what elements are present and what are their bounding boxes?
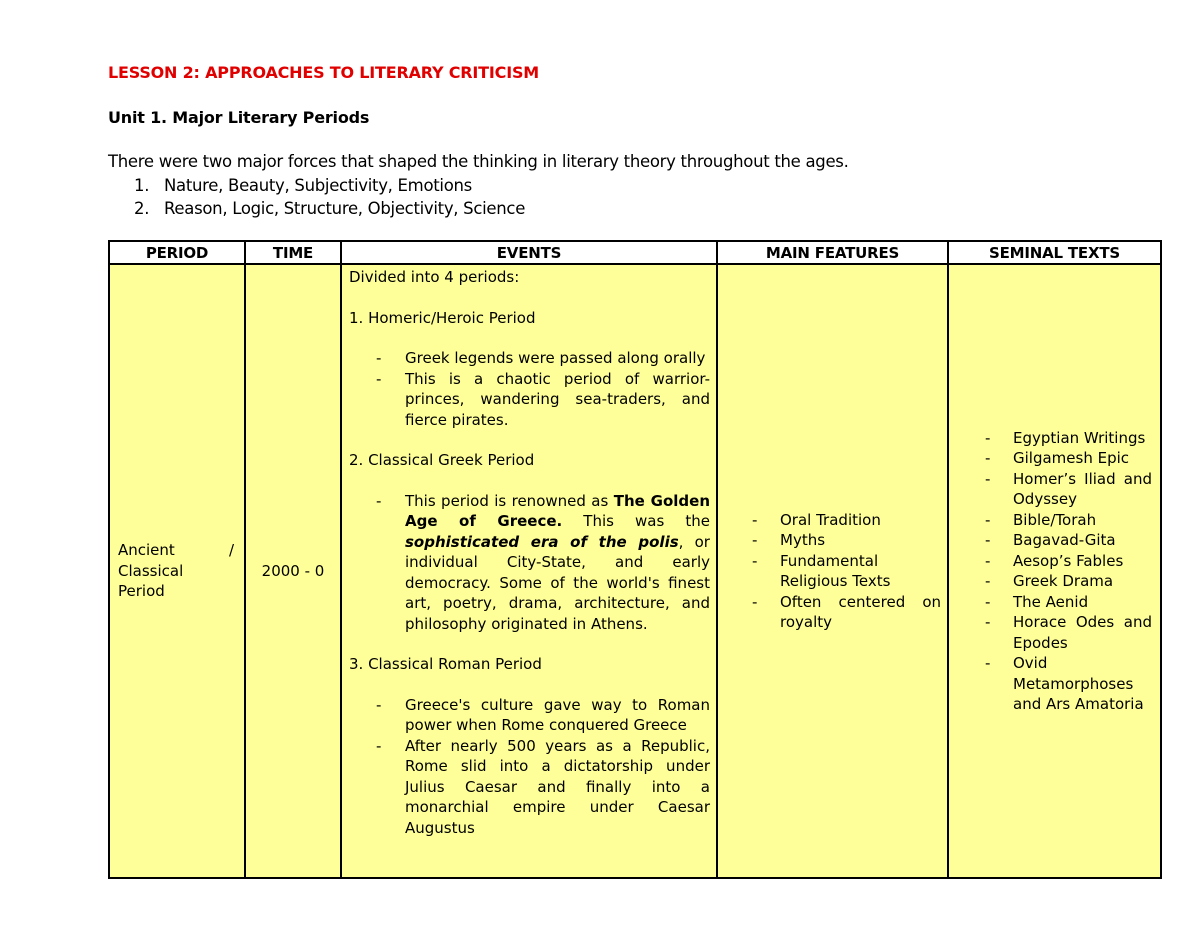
seminal-text: Homer’s Iliad and Odyssey [1013, 469, 1152, 508]
seminal-text: Gilgamesh Epic [1013, 449, 1130, 467]
golden-age-text: The Golden Age of Greece. [405, 491, 711, 530]
literary-periods-table [108, 240, 1162, 879]
seminal-text: Egyptian Writings [1013, 428, 1146, 447]
dash-bullet: - [376, 369, 382, 388]
event-list [349, 695, 710, 839]
seminal-text: Horace Odes and Epodes [1013, 613, 1152, 652]
list-item [349, 695, 710, 736]
seminal-text: Ovid Metamorphoses and Ars Amatoria [1013, 654, 1144, 713]
list-item [748, 551, 941, 592]
list-item [349, 736, 710, 839]
lesson-title: LESSON 2: APPROACHES TO LITERARY CRITICISM [108, 63, 539, 82]
list-number: 2. [134, 199, 150, 218]
list-item [981, 428, 1152, 449]
dash-bullet: - [985, 531, 991, 549]
event-text: Greek legends were passed along orally [405, 349, 706, 367]
seminal-text: Bagavad-Gita [1013, 531, 1116, 549]
seminal-texts-cell [948, 264, 1161, 878]
list-item [748, 530, 941, 551]
list-item [981, 510, 1152, 531]
period-text: Classical [118, 561, 184, 580]
feature-text: Oral Tradition [780, 510, 881, 529]
feature-text: Fundamental Religious Texts [780, 551, 891, 590]
seminal-text: Greek Drama [1013, 572, 1114, 590]
events-cell [341, 264, 717, 878]
unit-title: Unit 1. Major Literary Periods [108, 108, 370, 127]
list-item [134, 197, 525, 220]
list-item-text: Nature, Beauty, Subjectivity, Emotions [164, 176, 472, 195]
dash-bullet: - [985, 428, 991, 447]
dash-bullet: - [985, 572, 991, 590]
list-item [981, 592, 1152, 613]
dash-bullet: - [985, 613, 991, 631]
list-item [349, 369, 710, 431]
seminal-texts-list [981, 428, 1152, 715]
dash-bullet: - [376, 349, 382, 367]
event-list [349, 348, 710, 430]
dash-bullet: - [985, 469, 991, 488]
dash-bullet: - [985, 654, 991, 672]
list-item [981, 653, 1152, 715]
dash-bullet: - [376, 736, 382, 755]
main-features-cell [717, 264, 948, 878]
event-text: This was the [562, 512, 710, 530]
header-events: EVENTS [341, 241, 717, 264]
features-list [748, 510, 941, 633]
period-heading: 2. Classical Greek Period [349, 451, 535, 469]
event-text: This period is renowned as [405, 491, 614, 510]
list-item [981, 530, 1152, 551]
seminal-text: Bible/Torah [1013, 510, 1097, 529]
period-text: Period [118, 582, 165, 601]
intro-text: There were two major forces that shaped the thinking in literary theory throughout the ages. [108, 152, 849, 171]
event-text: After nearly 500 years as a Republic, Rome slid into a dictatorship under Julius Caesar and finally into a monarchial empire under Caesar Augustus [405, 736, 710, 837]
list-item [981, 551, 1152, 572]
feature-text: Myths [780, 531, 826, 549]
list-item [349, 348, 710, 369]
time-cell: 2000 - 0 [245, 264, 341, 878]
dash-bullet: - [752, 551, 758, 570]
list-item [981, 571, 1152, 592]
event-text: Greece's culture gave way to Roman power when Rome conquered Greece [405, 695, 710, 734]
event-text: , or individual City-State, and early democracy. Some of the world's finest art, poetry, drama, architecture, and philosophy originated in Athens. [405, 532, 710, 633]
dash-bullet: - [752, 510, 758, 529]
dash-bullet: - [752, 531, 758, 549]
list-number: 1. [134, 176, 150, 195]
dash-bullet: - [985, 592, 991, 611]
dash-bullet: - [376, 491, 382, 510]
header-time: TIME [245, 241, 341, 264]
feature-text: Often centered on royalty [780, 592, 941, 631]
list-item [134, 174, 525, 197]
polis-text: sophisticated era of the polis [405, 532, 679, 551]
list-item [981, 448, 1152, 469]
period-text: Ancient [118, 541, 175, 560]
dash-bullet: - [985, 449, 991, 467]
seminal-text: Aesop’s Fables [1013, 551, 1124, 570]
list-item [981, 469, 1152, 510]
period-heading: 3. Classical Roman Period [349, 655, 542, 673]
list-item [748, 510, 941, 531]
list-item [349, 491, 710, 635]
dash-bullet: - [985, 510, 991, 529]
table-row [109, 264, 1161, 878]
list-item [981, 612, 1152, 653]
table-header-row [109, 241, 1161, 264]
list-item-text: Reason, Logic, Structure, Objectivity, Science [164, 199, 526, 218]
dash-bullet: - [752, 592, 758, 611]
dash-bullet: - [376, 695, 382, 714]
header-period: PERIOD [109, 241, 245, 264]
period-cell [109, 264, 245, 878]
dash-bullet: - [985, 551, 991, 570]
event-list [349, 491, 710, 635]
event-text: This is a chaotic period of warrior-princes, wandering sea-traders, and fierce pirates. [405, 369, 710, 429]
period-heading: 1. Homeric/Heroic Period [349, 308, 536, 327]
period-slash: / [228, 541, 234, 560]
events-intro: Divided into 4 periods: [349, 268, 520, 286]
seminal-text: The Aenid [1013, 592, 1089, 611]
forces-list [134, 174, 525, 220]
list-item [748, 592, 941, 633]
header-seminal-texts: SEMINAL TEXTS [948, 241, 1161, 264]
header-main-features: MAIN FEATURES [717, 241, 948, 264]
